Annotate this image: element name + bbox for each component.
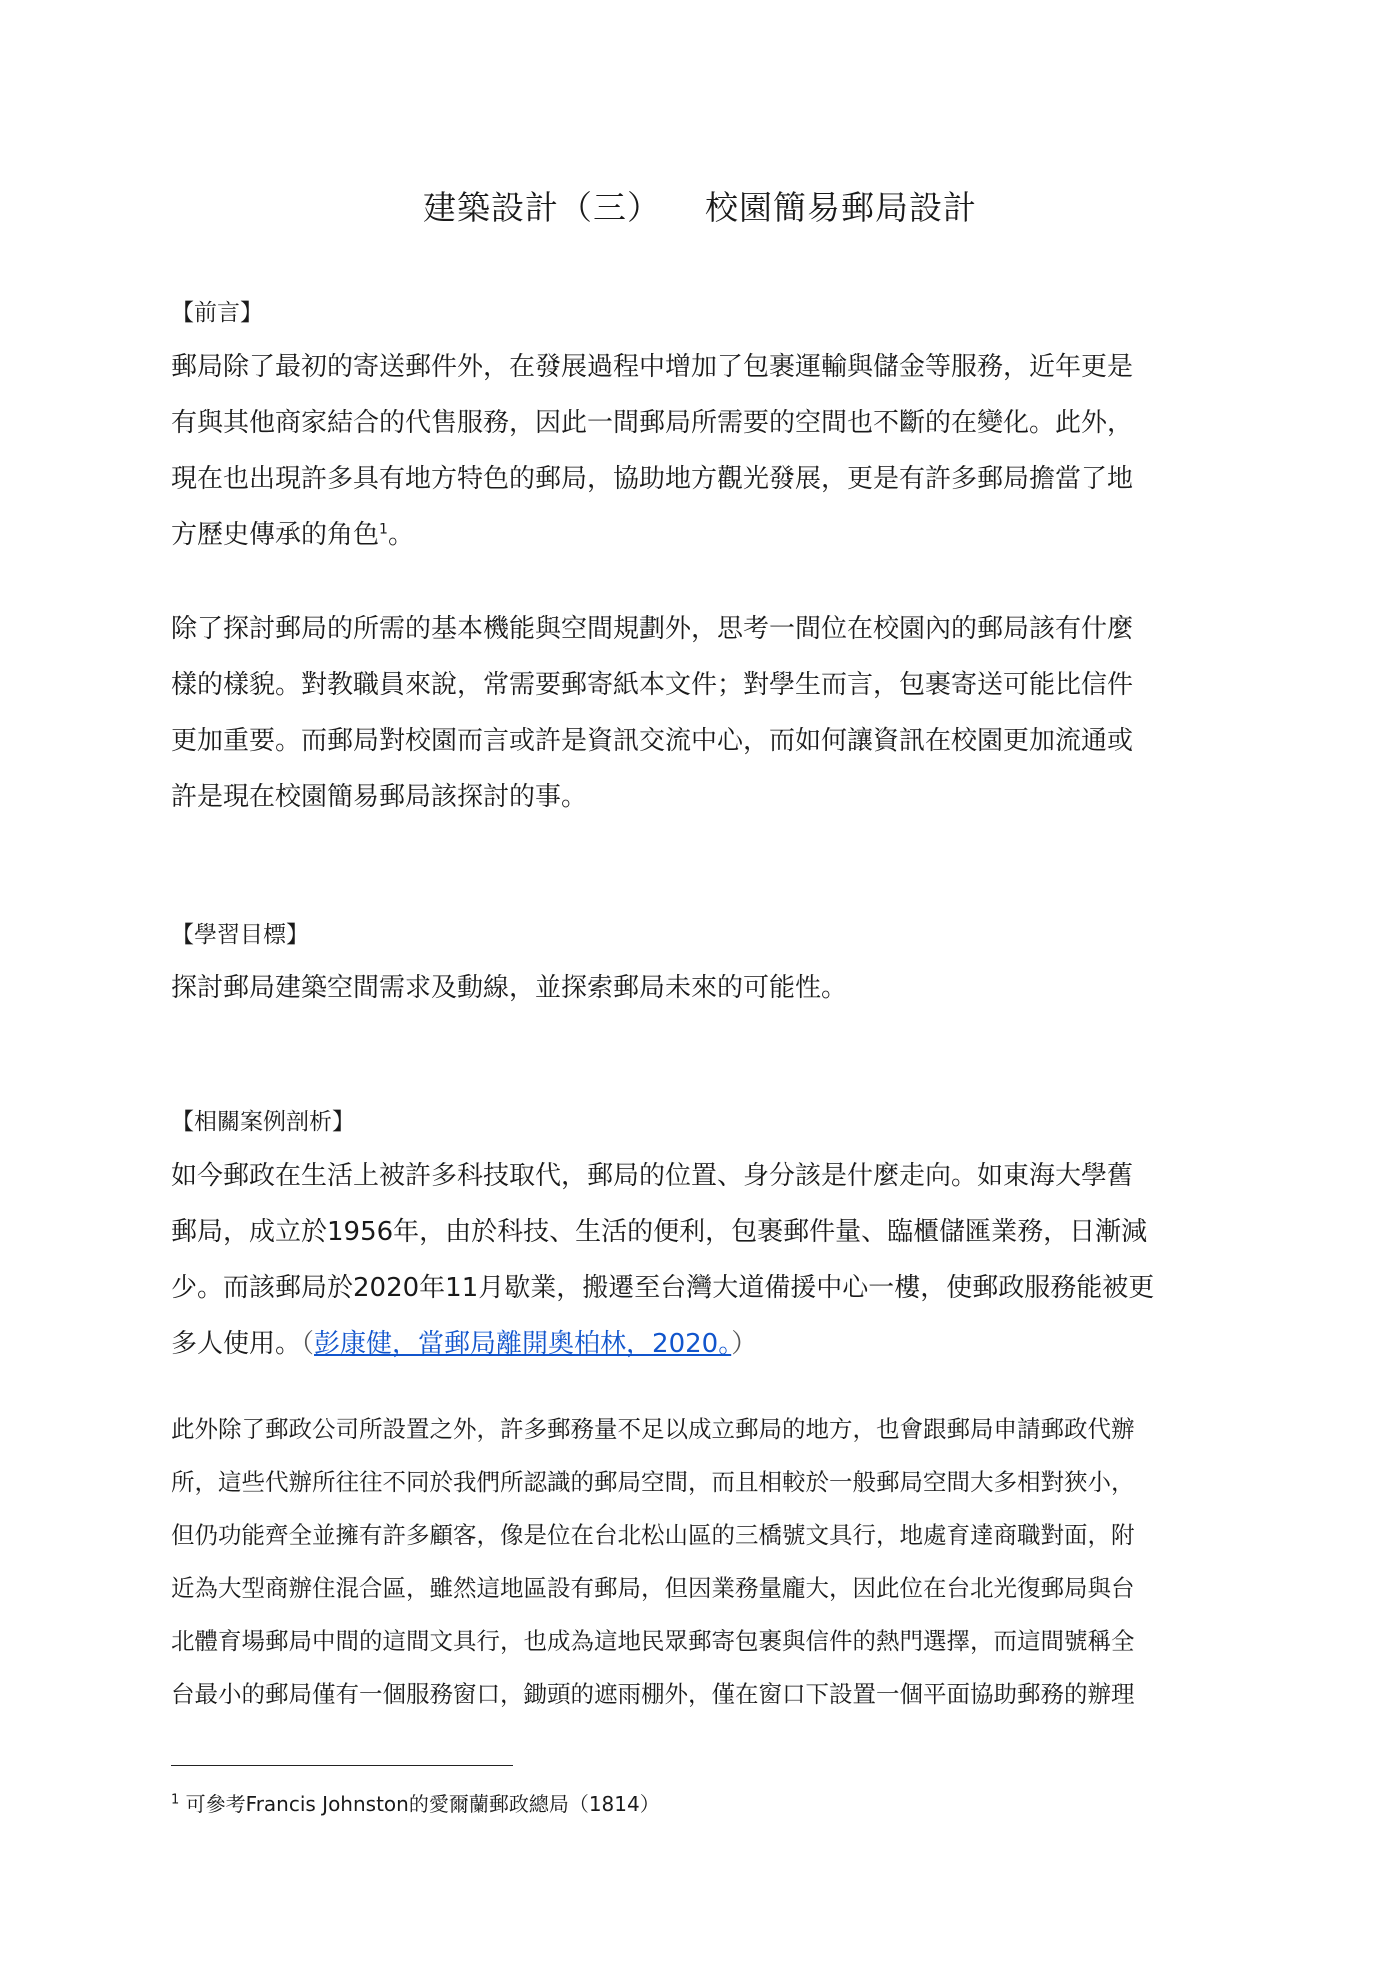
text-line: 多人使用。: [171, 1329, 302, 1359]
sentence-end: 。: [387, 520, 414, 550]
text-line: 更加重要。而郵局對校園而言或許是資訊交流中心，而如何讓資訊在校園更加流通或: [171, 726, 1134, 756]
footnote-text: 可參考Francis Johnston的愛爾蘭郵政總局（1814）: [185, 1792, 660, 1816]
heading-cases: 【相關案例剖析】: [171, 1109, 355, 1135]
page-title: [0, 182, 1400, 229]
goals-paragraph: [171, 960, 1236, 1016]
footnote-reference[interactable]: 1: [379, 521, 388, 538]
text-line: 探討郵局建築空間需求及動線，並探索郵局未來的可能性。: [171, 973, 848, 1003]
text-line: 樣的樣貌。對教職員來說，常需要郵寄紙本文件；對學生而言，包裹寄送可能比信件: [171, 670, 1134, 700]
text-line: 有與其他商家結合的代售服務，因此一間郵局所需要的空間也不斷的在變化。此外，: [171, 408, 1134, 438]
citation: [301, 1329, 757, 1359]
heading-intro: 【前言】: [171, 300, 263, 326]
citation-open: （: [301, 1329, 315, 1359]
cases-paragraph-1: [171, 1148, 1236, 1372]
text-line: 除了探討郵局的所需的基本機能與空間規劃外，思考一間位在校園內的郵局該有什麼: [171, 614, 1134, 644]
citation-link[interactable]: 彭康健，當郵局離開奧柏林，2020。: [314, 1329, 732, 1359]
citation-close: ）: [731, 1329, 758, 1359]
title-course: 建築設計（三）: [423, 188, 661, 227]
text-line: 郵局，成立於1956年，由於科技、生活的便利，包裹郵件量、臨櫃儲匯業務，日漸減: [171, 1217, 1148, 1247]
text-line: 許是現在校園簡易郵局該探討的事。: [171, 782, 588, 812]
intro-paragraph-1: [171, 339, 1236, 563]
text-line: 現在也出現許多具有地方特色的郵局，協助地方觀光發展，更是有許多郵局擔當了地: [171, 464, 1134, 494]
title-topic: 校園簡易郵局設計: [705, 188, 977, 227]
text-line: 台最小的郵局僅有一個服務窗口，鋤頭的遮雨棚外，僅在窗口下設置一個平面協助郵務的辦理: [171, 1680, 1135, 1708]
cases-paragraph-2: [171, 1403, 1251, 1721]
text-line: 方歷史傳承的角色: [171, 520, 380, 550]
text-line: 但仍功能齊全並擁有許多顧客，像是位在台北松山區的三橋號文具行，地處育達商職對面，附: [171, 1521, 1135, 1549]
text-line: 少。而該郵局於2020年11月歇業，搬遷至台灣大道備援中心一樓，使郵政服務能被更: [171, 1273, 1155, 1303]
heading-goals: 【學習目標】: [171, 922, 309, 948]
text-line-last: [171, 507, 1236, 563]
text-line: 近為大型商辦住混合區，雖然這地區設有郵局，但因業務量龐大，因此位在台北光復郵局與台: [171, 1574, 1135, 1602]
text-line: 所，這些代辦所往往不同於我們所認識的郵局空間，而且相較於一般郵局空間大多相對狹小，: [171, 1468, 1135, 1496]
text-line: 如今郵政在生活上被許多科技取代，郵局的位置、身分該是什麼走向。如東海大學舊: [171, 1161, 1134, 1191]
footnote-marker: 1: [171, 1792, 180, 1808]
text-line: 郵局除了最初的寄送郵件外，在發展過程中增加了包裹運輸與儲金等服務，近年更是: [171, 352, 1134, 382]
text-line-last: [171, 1316, 1236, 1372]
footnote-divider: [171, 1765, 513, 1766]
text-line: 北體育場郵局中間的這間文具行，也成為這地民眾郵寄包裹與信件的熱門選擇，而這間號稱全: [171, 1627, 1135, 1655]
text-line: 此外除了郵政公司所設置之外，許多郵務量不足以成立郵局的地方，也會跟郵局申請郵政代辦: [171, 1415, 1135, 1443]
footnote: [171, 1788, 660, 1817]
intro-paragraph-2: [171, 601, 1236, 825]
